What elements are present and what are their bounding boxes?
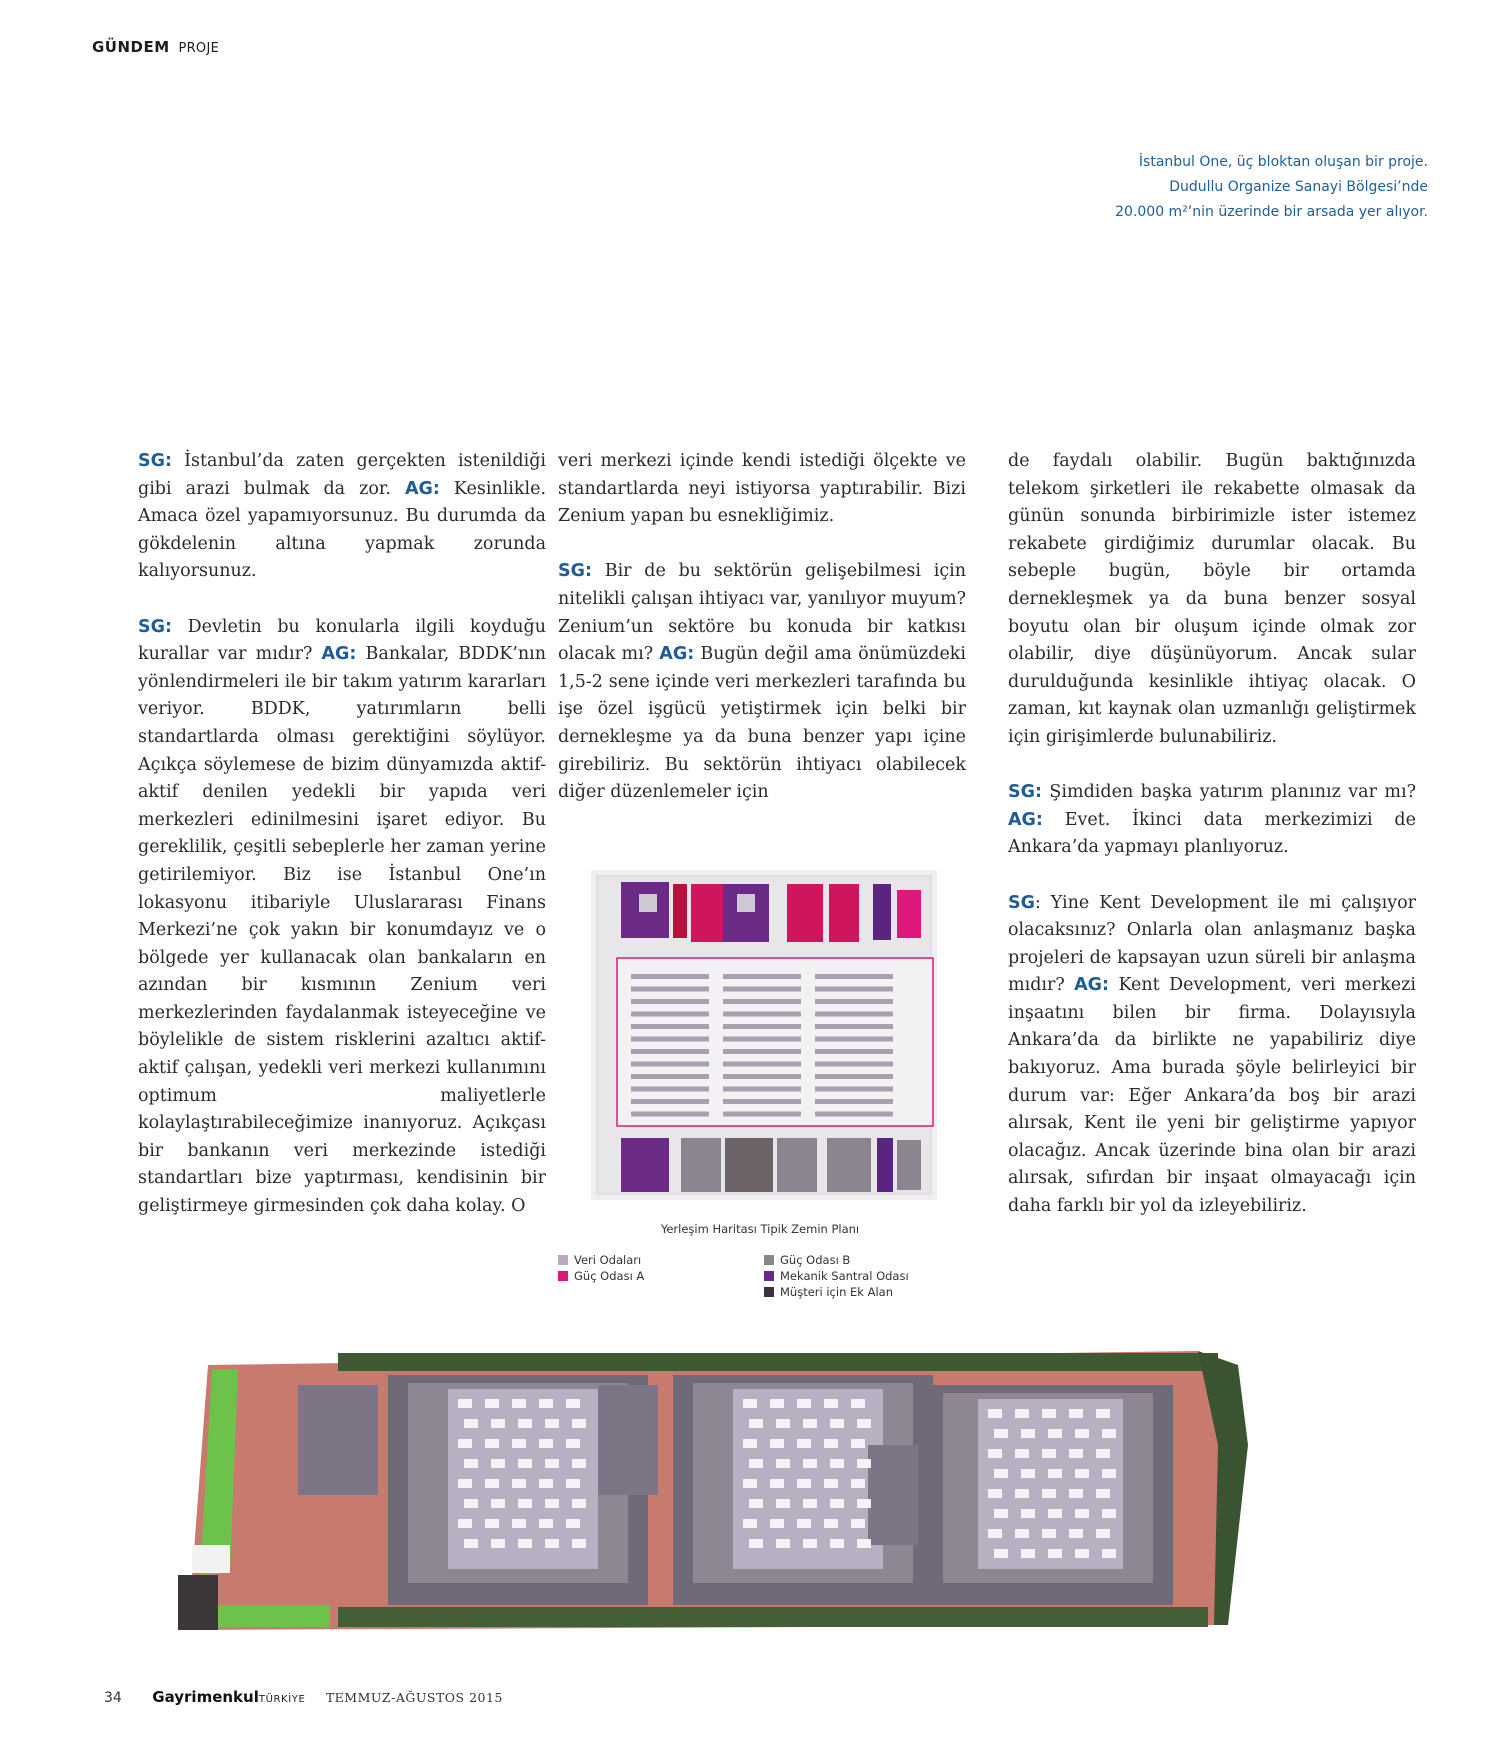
speaker-tag: AG: xyxy=(321,644,357,665)
roof-unit xyxy=(1015,1529,1029,1538)
server-rack-row xyxy=(723,1062,801,1067)
roof-unit xyxy=(491,1499,505,1508)
roof-unit xyxy=(572,1539,586,1548)
roof-unit xyxy=(824,1479,838,1488)
roof-unit xyxy=(1021,1549,1035,1558)
legend-item xyxy=(558,1268,644,1284)
roof-unit xyxy=(824,1439,838,1448)
roof-unit xyxy=(749,1539,763,1548)
speaker-tag: AG: xyxy=(404,478,440,499)
roof-unit xyxy=(1102,1469,1116,1478)
roof-unit xyxy=(1102,1549,1116,1558)
subsection-title: PROJE xyxy=(178,41,220,56)
roof-unit xyxy=(1102,1509,1116,1518)
floor-plan-image xyxy=(591,870,937,1200)
server-rack-row xyxy=(815,1062,893,1067)
server-rack-row xyxy=(723,1074,801,1079)
roof-unit xyxy=(776,1419,790,1428)
roof-unit xyxy=(539,1439,553,1448)
roof-unit xyxy=(988,1409,1002,1418)
roof-unit xyxy=(539,1399,553,1408)
speaker-tag: SG: xyxy=(138,451,172,471)
roof-unit xyxy=(1021,1509,1035,1518)
roof-unit xyxy=(851,1479,865,1488)
server-rack-row xyxy=(631,1087,709,1092)
section-header xyxy=(92,38,219,56)
server-rack-row xyxy=(631,974,709,979)
speaker-tag: AG: xyxy=(659,644,695,665)
legend-swatch xyxy=(558,1255,568,1265)
aerial-site-render xyxy=(178,1345,1408,1645)
article-paragraph xyxy=(1008,448,1416,752)
server-rack-row xyxy=(815,999,893,1004)
roof-unit xyxy=(1102,1429,1116,1438)
roof-unit xyxy=(824,1399,838,1408)
server-rack-row xyxy=(723,1037,801,1042)
roof-unit xyxy=(830,1459,844,1468)
legend-swatch xyxy=(764,1255,774,1265)
server-rack-row xyxy=(723,1049,801,1054)
server-rack-row xyxy=(723,1012,801,1017)
legend-label: Güç Odası A xyxy=(574,1269,645,1283)
roof-unit xyxy=(458,1439,472,1448)
roof-unit xyxy=(824,1519,838,1528)
roof-unit xyxy=(743,1399,757,1408)
server-rack-row xyxy=(631,1099,709,1104)
server-rack-row xyxy=(631,1024,709,1029)
server-rack-row xyxy=(723,1087,801,1092)
roof-unit xyxy=(803,1419,817,1428)
article-paragraph xyxy=(558,448,966,531)
paragraph-text: Bankalar, BDDK’nın yönlendirmeleri ile bir takım yatırım kararları veriyor. BDDK, yatırımların belli standartlarda olması gerektiğini söylüyor. Açıkça söylemese de bizim dünyamızda aktif-aktif denilen yedekli bir yapıda veri merkezleri edinilmesini işaret ediyor. Bu gereklilik, çeşitli sebeplerle her zaman yerine getirilemiyor. Biz ise İstanbul One’ın lokasyonu itibariyle Uluslararası Finans Merkezi’ne çok yakın bir konumdayız ve o bölgede yer kullanacak olan bankaların en azından bir kısmının Zenium veri merkezlerinden faydalanmak isteyeceğine ve böylelikle de sistem risklerini azaltıcı aktif-aktif çalışan, yedekli veri merkezi kullanımını optimum maliyetlerle kolaylaştırabileceğimize inanıyoruz. Açıkçası bir bankanın veri merkezinde istediği standartları bize yaptırması, kendisinin bir geliştirmeye girmesinden çok daha kolay. O xyxy=(138,644,547,1217)
speaker-tag: SG: xyxy=(1008,782,1042,803)
article-paragraph xyxy=(558,558,966,806)
paragraph-text: Kesinlikle. Amaca özel yapamıyorsunuz. Bu durumda da gökdelenin altına yapmak zorunda kalıyorsunuz. xyxy=(138,478,547,582)
legend-label: Güç Odası B xyxy=(780,1253,851,1267)
roof-unit xyxy=(545,1419,559,1428)
roof-unit xyxy=(1021,1429,1035,1438)
roof-unit xyxy=(518,1459,532,1468)
roof-unit xyxy=(1048,1549,1062,1558)
speaker-tag: SG: xyxy=(558,561,592,582)
roof-unit xyxy=(512,1479,526,1488)
paragraph-text: Bugün değil ama önümüzdeki 1,5-2 sene içinde veri merkezleri tarafında bu işe özel işgücü yetiştirmek için belki bir dernekleşme ya da buna benzer yapı içine girebiliriz. Bu sektörün ihtiyacı olabilecek diğer düzenlemeler için xyxy=(558,644,966,803)
roof-unit xyxy=(857,1499,871,1508)
roof-unit xyxy=(458,1479,472,1488)
server-rack-row xyxy=(815,1112,893,1117)
roof-unit xyxy=(994,1509,1008,1518)
roof-unit xyxy=(994,1429,1008,1438)
roof-unit xyxy=(464,1459,478,1468)
article-column-3 xyxy=(1008,448,1416,1248)
roof-unit xyxy=(539,1519,553,1528)
roof-unit xyxy=(512,1399,526,1408)
roof-unit xyxy=(797,1479,811,1488)
caption-line: Dudullu Organize Sanayi Bölgesi’nde xyxy=(1169,179,1428,195)
server-rack-row xyxy=(723,974,801,979)
roof-unit xyxy=(830,1499,844,1508)
paragraph-text: İstanbul’da zaten gerçekten istenildiği gibi arazi bulmak da zor. xyxy=(138,451,546,499)
speaker-tag: AG: xyxy=(1074,975,1110,996)
roof-unit xyxy=(857,1419,871,1428)
paragraph-text: Evet. İkinci data merkezimizi de Ankara’da yapmayı planlıyoruz. xyxy=(1008,809,1416,858)
issue-date: TEMMUZ-AĞUSTOS 2015 xyxy=(325,1690,503,1705)
roof-unit xyxy=(1015,1489,1029,1498)
magazine-brand-suffix: TÜRKİYE xyxy=(258,1694,306,1705)
paragraph-text: Kent Development, veri merkezi inşaatını bilen bir firma. Dolayısıyla Ankara’da da birlikte ne yapabiliriz diye bakıyoruz. Ama burada şöyle belirleyici bir durum var: Eğer Ankara’da boş bir arazi alırsak, Kent ile yeni bir geliştirme yapıyor olacağız. Ancak üzerinde bina olan bir arazi alırsak, sıfırdan bir inşaat olmayacağı için daha farklı bir yol da izleyebiliriz. xyxy=(1008,975,1416,1217)
article-paragraph xyxy=(138,614,546,1221)
server-rack-row xyxy=(723,999,801,1004)
roof-unit xyxy=(464,1539,478,1548)
roof-unit xyxy=(1042,1489,1056,1498)
roof-unit xyxy=(485,1439,499,1448)
paragraph-text: de faydalı olabilir. Bugün baktığınızda telekom şirketleri ile rekabette olmasak da günün sonunda birbirimizle ister istemez rekabete girdiğimiz durumlar olacak. Bu sebeple bugün, böyle bir ortamda dernekleşmek ya da buna benzer sosyal boyutu olan bir oluşum içinde olmak zor olabilir, diye düşünüyorum. Ancak sular durulduğunda kesinlikle ihtiyaç olacak. O zaman, kıt kaynak olan uzmanlığı geliştirmek için girişimlerde bulunabiliriz. xyxy=(1008,451,1416,747)
server-rack-row xyxy=(815,1074,893,1079)
section-title: GÜNDEM xyxy=(92,38,170,56)
roof-unit xyxy=(1069,1449,1083,1458)
legend-swatch xyxy=(558,1271,568,1281)
roof-unit xyxy=(857,1539,871,1548)
caption-line: İstanbul One, üç bloktan oluşan bir proje. xyxy=(1138,154,1428,170)
roof-unit xyxy=(512,1439,526,1448)
speaker-tag: AG: xyxy=(1008,809,1043,830)
article-paragraph xyxy=(138,448,546,586)
roof-unit xyxy=(491,1539,505,1548)
roof-unit xyxy=(539,1479,553,1488)
roof-unit xyxy=(803,1459,817,1468)
roof-unit xyxy=(1096,1409,1110,1418)
roof-unit xyxy=(988,1449,1002,1458)
roof-unit xyxy=(1075,1549,1089,1558)
roof-unit xyxy=(988,1489,1002,1498)
legend-label: Veri Odaları xyxy=(574,1253,642,1267)
roof-unit xyxy=(485,1479,499,1488)
roof-unit xyxy=(1096,1449,1110,1458)
server-rack-row xyxy=(723,1112,801,1117)
server-rack-row xyxy=(631,1049,709,1054)
roof-unit xyxy=(743,1479,757,1488)
roof-unit xyxy=(743,1439,757,1448)
server-rack-row xyxy=(631,1012,709,1017)
paragraph-text: Devletin bu konularla ilgili koyduğu kurallar var mıdır? xyxy=(138,616,546,665)
paragraph-text: veri merkezi içinde kendi istediği ölçekte ve standartlarda neyi istiyorsa yaptırabilir. Bizi Zenium yapan bu esnekliğimiz. xyxy=(558,451,966,527)
speaker-tag: SG xyxy=(1008,892,1035,913)
server-rack-row xyxy=(815,1099,893,1104)
roof-unit xyxy=(518,1499,532,1508)
roof-unit xyxy=(851,1439,865,1448)
roof-unit xyxy=(458,1399,472,1408)
article-paragraph xyxy=(1008,779,1416,862)
server-rack-row xyxy=(631,1037,709,1042)
roof-unit xyxy=(851,1399,865,1408)
server-rack-row xyxy=(631,987,709,992)
roof-unit xyxy=(1069,1529,1083,1538)
speaker-tag: SG: xyxy=(138,616,172,637)
roof-unit xyxy=(830,1539,844,1548)
roof-unit xyxy=(458,1519,472,1528)
roof-unit xyxy=(572,1459,586,1468)
roof-unit xyxy=(1015,1409,1029,1418)
roof-unit xyxy=(776,1459,790,1468)
roof-unit xyxy=(797,1399,811,1408)
server-rack-row xyxy=(815,987,893,992)
roof-unit xyxy=(770,1479,784,1488)
server-rack-row xyxy=(815,1024,893,1029)
figure-title: Yerleşim Haritası Tipik Zemin Planı xyxy=(660,1222,860,1236)
roof-unit xyxy=(988,1529,1002,1538)
roof-unit xyxy=(770,1399,784,1408)
roof-unit xyxy=(776,1499,790,1508)
roof-unit xyxy=(1021,1469,1035,1478)
roof-unit xyxy=(1069,1489,1083,1498)
paragraph-text: Bir de bu sektörün gelişebilmesi için nitelikli çalışan ihtiyacı var, yanılıyor muyum? Zenium’un sektöre bu konuda bir katkısı olacak mı? xyxy=(558,561,966,665)
roof-unit xyxy=(491,1419,505,1428)
legend-item xyxy=(558,1252,644,1268)
roof-unit xyxy=(797,1519,811,1528)
roof-unit xyxy=(566,1519,580,1528)
roof-unit xyxy=(1042,1529,1056,1538)
roof-unit xyxy=(770,1519,784,1528)
roof-unit xyxy=(566,1399,580,1408)
legend-label: Mekanik Santral Odası xyxy=(780,1269,909,1283)
legend-swatch xyxy=(764,1271,774,1281)
roof-unit xyxy=(1048,1429,1062,1438)
server-rack-row xyxy=(723,1024,801,1029)
roof-unit xyxy=(1042,1449,1056,1458)
server-rack-row xyxy=(815,1012,893,1017)
server-rack-row xyxy=(815,974,893,979)
roof-unit xyxy=(803,1539,817,1548)
roof-unit xyxy=(776,1539,790,1548)
server-rack-row xyxy=(723,1099,801,1104)
paragraph-text: Şimdiden başka yatırım planınız var mı? xyxy=(1041,782,1416,803)
roof-unit xyxy=(545,1499,559,1508)
legend-swatch xyxy=(764,1287,774,1297)
roof-unit xyxy=(464,1419,478,1428)
article-column-2 xyxy=(558,448,966,834)
roof-unit xyxy=(566,1439,580,1448)
roof-unit xyxy=(749,1499,763,1508)
roof-unit xyxy=(1075,1469,1089,1478)
roof-unit xyxy=(803,1499,817,1508)
server-rack-row xyxy=(631,1074,709,1079)
photo-caption xyxy=(1008,150,1428,225)
roof-unit xyxy=(572,1499,586,1508)
roof-unit xyxy=(1048,1469,1062,1478)
roof-unit xyxy=(857,1459,871,1468)
roof-unit xyxy=(1075,1509,1089,1518)
roof-unit xyxy=(743,1519,757,1528)
roof-unit xyxy=(749,1459,763,1468)
legend-item xyxy=(764,1284,909,1300)
roof-unit xyxy=(1096,1529,1110,1538)
roof-unit xyxy=(566,1479,580,1488)
roof-unit xyxy=(994,1469,1008,1478)
magazine-brand: Gayrimenkul xyxy=(152,1688,259,1706)
article-paragraph xyxy=(1008,890,1416,1221)
roof-unit xyxy=(545,1459,559,1468)
server-rack-row xyxy=(631,999,709,1004)
roof-unit xyxy=(512,1519,526,1528)
page-number: 34 xyxy=(104,1690,122,1706)
page-footer xyxy=(104,1688,503,1706)
server-rack-row xyxy=(631,1112,709,1117)
legend-item xyxy=(764,1252,909,1268)
roof-unit xyxy=(830,1419,844,1428)
roof-unit xyxy=(485,1519,499,1528)
roof-unit xyxy=(749,1419,763,1428)
roof-unit xyxy=(1015,1449,1029,1458)
roof-unit xyxy=(491,1459,505,1468)
roof-unit xyxy=(1069,1409,1083,1418)
caption-line: 20.000 m²’nin üzerinde bir arsada yer alıyor. xyxy=(1115,204,1428,220)
roof-unit xyxy=(464,1499,478,1508)
server-rack-row xyxy=(631,1062,709,1067)
legend-item xyxy=(764,1268,909,1284)
roof-unit xyxy=(994,1549,1008,1558)
article-column-1 xyxy=(138,448,546,1248)
roof-unit xyxy=(518,1539,532,1548)
roof-unit xyxy=(1042,1409,1056,1418)
server-rack-row xyxy=(723,987,801,992)
roof-unit xyxy=(572,1419,586,1428)
roof-unit xyxy=(851,1519,865,1528)
server-rack-row xyxy=(815,1087,893,1092)
paragraph-text: : Yine Kent Development ile mi çalışıyor olacaksınız? Onlarla olan anlaşmanız başka projeleri de kapsayan uzun süreli bir anlaşma mıdır? xyxy=(1008,892,1416,996)
roof-unit xyxy=(1048,1509,1062,1518)
legend-label: Müşteri için Ek Alan xyxy=(780,1285,894,1299)
roof-unit xyxy=(545,1539,559,1548)
roof-unit xyxy=(518,1419,532,1428)
server-rack-row xyxy=(815,1049,893,1054)
roof-unit xyxy=(1075,1429,1089,1438)
roof-unit xyxy=(1096,1489,1110,1498)
roof-unit xyxy=(770,1439,784,1448)
server-rack-row xyxy=(815,1037,893,1042)
roof-unit xyxy=(797,1439,811,1448)
roof-unit xyxy=(485,1399,499,1408)
